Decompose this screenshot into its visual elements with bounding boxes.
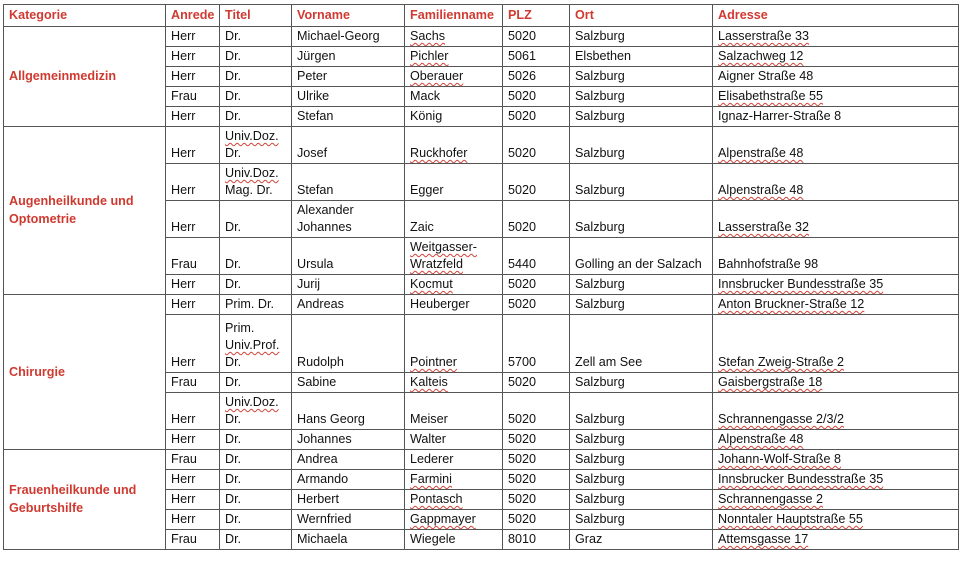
- anrede-cell: Frau: [166, 373, 220, 393]
- titel-cell: [220, 201, 292, 238]
- familienname-cell: [405, 67, 503, 87]
- familienname-cell-line: Pichler: [410, 49, 449, 63]
- ort-cell: Salzburg: [570, 164, 713, 201]
- vorname-cell: [292, 164, 405, 201]
- vorname-cell: [292, 107, 405, 127]
- familienname-cell: [405, 127, 503, 164]
- familienname-cell: [405, 201, 503, 238]
- ort-cell: Salzburg: [570, 450, 713, 470]
- familienname-cell-line: König: [410, 109, 443, 123]
- anrede-cell: Herr: [166, 393, 220, 430]
- vorname-cell-line: Peter: [297, 69, 328, 83]
- titel-cell: [220, 27, 292, 47]
- ort-cell: Salzburg: [570, 470, 713, 490]
- familienname-cell: [405, 87, 503, 107]
- plz-cell: 5020: [503, 393, 570, 430]
- ort-cell: Salzburg: [570, 393, 713, 430]
- vorname-cell-line: Andrea: [297, 452, 338, 466]
- anrede-cell: Herr: [166, 47, 220, 67]
- vorname-cell: [292, 201, 405, 238]
- anrede-cell: Herr: [166, 470, 220, 490]
- anrede-cell: Herr: [166, 127, 220, 164]
- ort-cell: Salzburg: [570, 127, 713, 164]
- plz-cell: 5020: [503, 201, 570, 238]
- titel-cell-line: Dr.: [225, 89, 242, 103]
- titel-cell: [220, 530, 292, 550]
- vorname-cell-line: Rudolph: [297, 355, 344, 369]
- col-header-vorname: Vorname: [292, 5, 405, 27]
- familienname-cell-line: Mack: [410, 89, 441, 103]
- adresse-cell: Gaisbergstraße 18: [713, 373, 959, 393]
- vorname-cell: [292, 373, 405, 393]
- titel-cell: [220, 67, 292, 87]
- plz-cell: 5020: [503, 275, 570, 295]
- table-row: [4, 450, 959, 470]
- titel-cell-line: Univ.Prof.: [225, 338, 280, 352]
- familienname-cell-line: Kalteis: [410, 375, 448, 389]
- header-row: [4, 5, 959, 27]
- vorname-cell: [292, 87, 405, 107]
- vorname-cell: [292, 27, 405, 47]
- titel-cell-line: Dr.: [225, 492, 242, 506]
- plz-cell: 8010: [503, 530, 570, 550]
- titel-cell-line: Dr.: [225, 412, 242, 426]
- adresse-cell: Innsbrucker Bundesstraße 35: [713, 470, 959, 490]
- anrede-cell: Herr: [166, 107, 220, 127]
- vorname-cell-line: Alexander: [297, 203, 354, 217]
- familienname-cell-line: Wratzfeld: [410, 257, 463, 271]
- titel-cell: [220, 164, 292, 201]
- ort-cell: Elsbethen: [570, 47, 713, 67]
- titel-cell: [220, 470, 292, 490]
- familienname-cell: [405, 530, 503, 550]
- adresse-cell: Schrannengasse 2: [713, 490, 959, 510]
- vorname-cell: [292, 295, 405, 315]
- titel-cell-line: Dr.: [225, 109, 242, 123]
- familienname-cell-line: Walter: [410, 432, 446, 446]
- titel-cell: [220, 450, 292, 470]
- titel-cell-line: Dr.: [225, 49, 242, 63]
- plz-cell: 5026: [503, 67, 570, 87]
- adresse-cell: Nonntaler Hauptstraße 55: [713, 510, 959, 530]
- titel-cell: [220, 295, 292, 315]
- vorname-cell: [292, 530, 405, 550]
- vorname-cell-line: Herbert: [297, 492, 339, 506]
- titel-cell: [220, 275, 292, 295]
- ort-cell: Salzburg: [570, 107, 713, 127]
- anrede-cell: Herr: [166, 201, 220, 238]
- anrede-cell: Herr: [166, 275, 220, 295]
- titel-cell-line: Univ.Doz.: [225, 395, 279, 409]
- vorname-cell: [292, 275, 405, 295]
- familienname-cell-line: Lederer: [410, 452, 454, 466]
- adresse-cell: Attemsgasse 17: [713, 530, 959, 550]
- familienname-cell: [405, 430, 503, 450]
- plz-cell: 5020: [503, 127, 570, 164]
- vorname-cell: [292, 490, 405, 510]
- ort-cell: Zell am See: [570, 315, 713, 373]
- ort-cell: Salzburg: [570, 67, 713, 87]
- titel-cell: [220, 430, 292, 450]
- familienname-cell: [405, 510, 503, 530]
- ort-cell: Salzburg: [570, 201, 713, 238]
- vorname-cell-line: Armando: [297, 472, 349, 486]
- plz-cell: 5020: [503, 510, 570, 530]
- familienname-cell-line: Farmini: [410, 472, 452, 486]
- ort-cell: Salzburg: [570, 490, 713, 510]
- ort-cell: Salzburg: [570, 295, 713, 315]
- titel-cell-line: Dr.: [225, 355, 242, 369]
- anrede-cell: Frau: [166, 450, 220, 470]
- plz-cell: 5020: [503, 107, 570, 127]
- vorname-cell-line: Ulrike: [297, 89, 330, 103]
- vorname-cell-line: Stefan: [297, 109, 334, 123]
- ort-cell: Salzburg: [570, 373, 713, 393]
- col-header-kategorie: Kategorie: [4, 5, 166, 27]
- anrede-cell: Frau: [166, 530, 220, 550]
- titel-cell-line: Prim.: [225, 321, 255, 335]
- titel-cell: [220, 127, 292, 164]
- plz-cell: 5020: [503, 87, 570, 107]
- table-row: [4, 27, 959, 47]
- plz-cell: 5020: [503, 430, 570, 450]
- titel-cell: [220, 490, 292, 510]
- vorname-cell: [292, 67, 405, 87]
- plz-cell: 5020: [503, 164, 570, 201]
- ort-cell: Salzburg: [570, 430, 713, 450]
- vorname-cell-line: Josef: [297, 146, 328, 160]
- titel-cell: [220, 393, 292, 430]
- anrede-cell: Herr: [166, 430, 220, 450]
- titel-cell-line: Dr.: [225, 452, 242, 466]
- vorname-cell-line: Hans Georg: [297, 412, 365, 426]
- ort-cell: Salzburg: [570, 510, 713, 530]
- plz-cell: 5020: [503, 373, 570, 393]
- titel-cell-line: Mag. Dr.: [225, 183, 273, 197]
- familienname-cell: [405, 450, 503, 470]
- familienname-cell: [405, 490, 503, 510]
- titel-cell-line: Dr.: [225, 472, 242, 486]
- adresse-cell: Ignaz-Harrer-Straße 8: [713, 107, 959, 127]
- anrede-cell: Herr: [166, 315, 220, 373]
- adresse-cell: Alpenstraße 48: [713, 127, 959, 164]
- vorname-cell-line: Wernfried: [297, 512, 352, 526]
- familienname-cell-line: Kocmut: [410, 277, 453, 291]
- adresse-cell: Innsbrucker Bundesstraße 35: [713, 275, 959, 295]
- vorname-cell: [292, 393, 405, 430]
- titel-cell: [220, 47, 292, 67]
- col-header-familienname: Familienname: [405, 5, 503, 27]
- category-cell: Chirurgie: [4, 295, 166, 450]
- category-cell: Allgemeinmedizin: [4, 27, 166, 127]
- adresse-cell: Lasserstraße 32: [713, 201, 959, 238]
- plz-cell: 5020: [503, 490, 570, 510]
- familienname-cell-line: Sachs: [410, 29, 446, 43]
- vorname-cell: [292, 510, 405, 530]
- vorname-cell-line: Michaela: [297, 532, 348, 546]
- col-header-plz: PLZ: [503, 5, 570, 27]
- col-header-ort: Ort: [570, 5, 713, 27]
- titel-cell-line: Dr.: [225, 29, 242, 43]
- vorname-cell: [292, 127, 405, 164]
- familienname-cell-line: Gappmayer: [410, 512, 476, 526]
- familienname-cell-line: Oberauer: [410, 69, 464, 83]
- ort-cell: Salzburg: [570, 87, 713, 107]
- familienname-cell: [405, 275, 503, 295]
- familienname-cell: [405, 47, 503, 67]
- anrede-cell: Frau: [166, 87, 220, 107]
- titel-cell: [220, 107, 292, 127]
- titel-cell: [220, 87, 292, 107]
- vorname-cell: [292, 470, 405, 490]
- anrede-cell: Herr: [166, 27, 220, 47]
- plz-cell: 5061: [503, 47, 570, 67]
- ort-cell: Salzburg: [570, 27, 713, 47]
- table-row: [4, 295, 959, 315]
- anrede-cell: Frau: [166, 238, 220, 275]
- familienname-cell-line: Ruckhofer: [410, 146, 468, 160]
- col-header-adresse: Adresse: [713, 5, 959, 27]
- vorname-cell-line: Michael-Georg: [297, 29, 380, 43]
- familienname-cell: [405, 27, 503, 47]
- titel-cell-line: Dr.: [225, 532, 242, 546]
- familienname-cell-line: Pointner: [410, 355, 457, 369]
- vorname-cell-line: Jurij: [297, 277, 321, 291]
- vorname-cell: [292, 430, 405, 450]
- titel-cell: [220, 315, 292, 373]
- adresse-cell: Alpenstraße 48: [713, 164, 959, 201]
- vorname-cell-line: Stefan: [297, 183, 334, 197]
- adresse-cell: Salzachweg 12: [713, 47, 959, 67]
- col-header-titel: Titel: [220, 5, 292, 27]
- category-cell: Augenheilkunde und Optometrie: [4, 127, 166, 295]
- familienname-cell-line: Zaic: [410, 220, 434, 234]
- ort-cell: Graz: [570, 530, 713, 550]
- vorname-cell-line: Johannes: [297, 220, 352, 234]
- table-row: [4, 127, 959, 164]
- vorname-cell: [292, 47, 405, 67]
- adresse-cell: Bahnhofstraße 98: [713, 238, 959, 275]
- col-header-anrede: Anrede: [166, 5, 220, 27]
- titel-cell-line: Univ.Doz.: [225, 129, 279, 143]
- titel-cell-line: Dr.: [225, 220, 242, 234]
- familienname-cell-line: Weitgasser-: [410, 240, 477, 254]
- anrede-cell: Herr: [166, 490, 220, 510]
- titel-cell: [220, 238, 292, 275]
- titel-cell-line: Dr.: [225, 277, 242, 291]
- familienname-cell: [405, 393, 503, 430]
- plz-cell: 5020: [503, 470, 570, 490]
- vorname-cell: [292, 238, 405, 275]
- titel-cell-line: Dr.: [225, 69, 242, 83]
- familienname-cell: [405, 238, 503, 275]
- titel-cell: [220, 510, 292, 530]
- doctor-table: [3, 4, 959, 550]
- familienname-cell: [405, 315, 503, 373]
- titel-cell-line: Dr.: [225, 375, 242, 389]
- titel-cell: [220, 373, 292, 393]
- vorname-cell-line: Sabine: [297, 375, 337, 389]
- plz-cell: 5700: [503, 315, 570, 373]
- ort-cell: Golling an der Salzach: [570, 238, 713, 275]
- titel-cell-line: Dr.: [225, 432, 242, 446]
- titel-cell-line: Dr.: [225, 146, 242, 160]
- familienname-cell-line: Meiser: [410, 412, 448, 426]
- titel-cell-line: Dr.: [225, 512, 242, 526]
- vorname-cell-line: Johannes: [297, 432, 352, 446]
- familienname-cell: [405, 295, 503, 315]
- titel-cell-line: Univ.Doz.: [225, 166, 279, 180]
- plz-cell: 5020: [503, 450, 570, 470]
- familienname-cell-line: Wiegele: [410, 532, 456, 546]
- vorname-cell-line: Jürgen: [297, 49, 336, 63]
- anrede-cell: Herr: [166, 510, 220, 530]
- anrede-cell: Herr: [166, 67, 220, 87]
- familienname-cell: [405, 470, 503, 490]
- vorname-cell: [292, 315, 405, 373]
- plz-cell: 5440: [503, 238, 570, 275]
- titel-cell-line: Dr.: [225, 257, 242, 271]
- adresse-cell: Johann-Wolf-Straße 8: [713, 450, 959, 470]
- anrede-cell: Herr: [166, 164, 220, 201]
- adresse-cell: Elisabethstraße 55: [713, 87, 959, 107]
- adresse-cell: Anton Bruckner-Straße 12: [713, 295, 959, 315]
- vorname-cell-line: Andreas: [297, 297, 344, 311]
- plz-cell: 5020: [503, 295, 570, 315]
- plz-cell: 5020: [503, 27, 570, 47]
- vorname-cell-line: Ursula: [297, 257, 334, 271]
- adresse-cell: Alpenstraße 48: [713, 430, 959, 450]
- familienname-cell-line: Egger: [410, 183, 444, 197]
- titel-cell-line: Prim. Dr.: [225, 297, 274, 311]
- familienname-cell-line: Pontasch: [410, 492, 463, 506]
- ort-cell: Salzburg: [570, 275, 713, 295]
- familienname-cell-line: Heuberger: [410, 297, 470, 311]
- adresse-cell: Aigner Straße 48: [713, 67, 959, 87]
- familienname-cell: [405, 373, 503, 393]
- familienname-cell: [405, 107, 503, 127]
- category-cell: Frauenheilkunde und Geburtshilfe: [4, 450, 166, 550]
- adresse-cell: Schrannengasse 2/3/2: [713, 393, 959, 430]
- adresse-cell: Lasserstraße 33: [713, 27, 959, 47]
- familienname-cell: [405, 164, 503, 201]
- vorname-cell: [292, 450, 405, 470]
- adresse-cell: Stefan Zweig-Straße 2: [713, 315, 959, 373]
- anrede-cell: Herr: [166, 295, 220, 315]
